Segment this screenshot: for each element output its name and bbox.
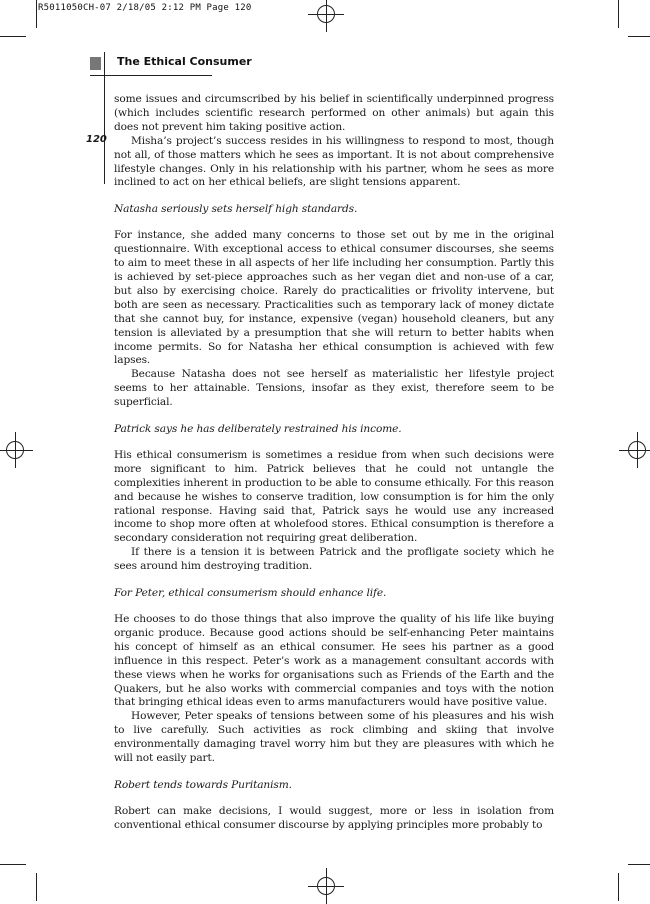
registration-mark-left [6,441,24,459]
paragraph: His ethical consumerism is sometimes a residue from when such decisions were more significant to him. Patrick believes that he could not untangle the complexities inherent in production to be able to consume ethically. For this reason and because he wishes to conserve tradition, low consumption is for him the only rational response. Having said that, Patrick says he would use any increased income to shop more often at wholefood stores. Ethical consumption is therefore a secondary consideration not requiring great deliberation. [114,448,554,545]
section-heading: For Peter, ethical consumerism should enhance life. [114,587,387,600]
crop-mark-top-left-h [0,36,26,37]
crop-mark-top-left-v [36,0,37,28]
paragraph: He chooses to do those things that also improve the quality of his life like buying organic produce. Because good actions should be self-enhancing Peter maintains his concept of himself as an ethical consumer. He sees his partner as a good influence in this respect. Peter’s work as a management consultant accords with these views when he works for organisations such as Friends of the Earth and the Quakers, but he also works with commercial companies and toys with the notion that bringing ethical ideas even to arms manufacturers would have positive value. [114,613,554,709]
crop-mark-bottom-right-h [628,864,650,865]
section-heading: Robert tends towards Puritanism. [114,778,292,791]
paragraph: If there is a tension it is between Patrick and the profligate society which he sees around him destroying tradition. [114,546,554,573]
paragraph: For instance, she added many concerns to those set out by me in the original questionnaire. With exceptional access to ethical consumer discourses, she seems to aim to meet these in all aspects of her life including her consumption. Partly this is achieved by set-piece approaches such as her vegan diet and non-use of a car, but also by exercising choice. Rarely do practicalities or frivolity intervene, but both are seen as necessary. Practicalities such as temporary lack of money dictate that she cannot buy, for instance, expensive (vegan) household cleaners, but any tension is alleviated by a presumption that she will return to better habits when income permits. So for Natasha her ethical consumption is achieved with few lapses. [114,229,554,367]
body-text [114,93,554,833]
crop-mark-top-right-v [618,0,619,28]
section-heading: Natasha seriously sets herself high standards. [114,203,358,216]
registration-mark-top [317,5,335,23]
running-head-marker [90,57,101,70]
registration-mark-bottom [317,877,335,895]
crop-mark-bottom-left-h [0,864,26,865]
running-head-rule [90,75,212,76]
running-head-title: The Ethical Consumer [117,55,252,68]
paragraph: Robert can make decisions, I would suggest, more or less in isolation from conventional ethical consumer discourse by applying principles more probably to [114,804,554,831]
crop-mark-bottom-right-v [618,873,619,901]
margin-rule [104,52,105,184]
paragraph: Misha’s project’s success resides in his willingness to respond to most, though not all, of those matters which he sees as important. It is not about comprehensive lifestyle changes. Only in his relationship with his partner, whom he sees as more inclined to act on her ethical beliefs, are slight tensions apparent. [114,134,554,189]
paragraph: Because Natasha does not see herself as materialistic her lifestyle project seems to her attainable. Tensions, insofar as they exist, therefore seem to be superficial. [114,368,554,409]
page-number: 120 [86,134,107,145]
section-heading: Patrick says he has deliberately restrained his income. [114,423,402,436]
crop-mark-bottom-left-v [36,873,37,901]
paragraph: some issues and circumscribed by his belief in scientifically underpinned progress (which includes scientific research performed on other animals) but again this does not prevent him taking positive action. [114,93,554,133]
registration-mark-right [628,441,646,459]
paragraph: However, Peter speaks of tensions between some of his pleasures and his wish to live carefully. Such activities as rock climbing and skiing that involve environmentally damaging travel worry him but they are pleasures with which he will not easily part. [114,710,554,765]
crop-mark-top-right-h [628,36,650,37]
print-slug: R5011050CH-07 2/18/05 2:12 PM Page 120 [38,3,252,13]
